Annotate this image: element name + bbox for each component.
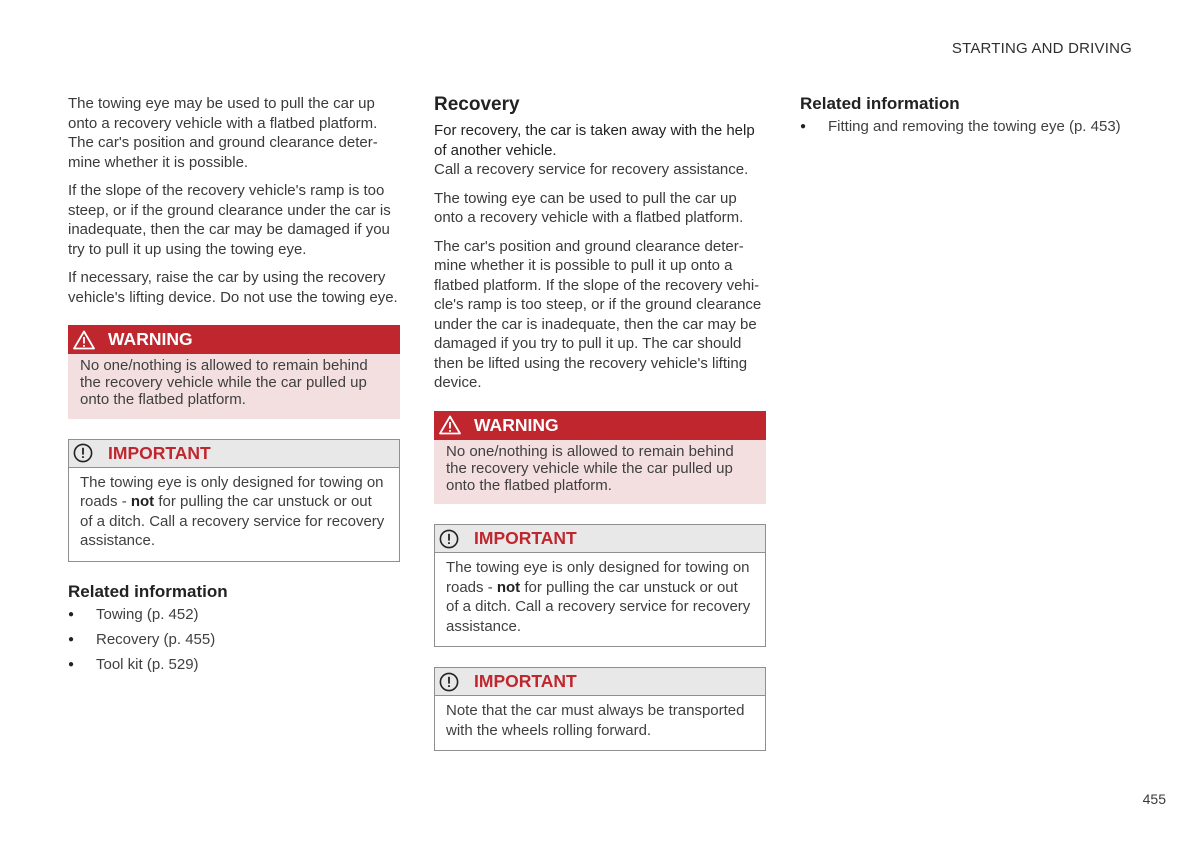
important-box: [434, 524, 766, 647]
paragraph: Call a recovery service for recovery assistance.: [434, 161, 749, 178]
related-links-list: [800, 117, 1140, 137]
important-header: [69, 440, 399, 468]
warning-header: [68, 325, 400, 354]
important-text-emphasis: not: [130, 493, 155, 511]
important-title: IMPORTANT: [474, 671, 577, 692]
warning-triangle-icon: [73, 330, 95, 350]
important-box: [68, 439, 400, 562]
warning-header: [434, 411, 766, 440]
related-information-title: Related information: [68, 581, 228, 601]
important-box-transport: [434, 667, 766, 751]
paragraph: If necessary, raise the car by using the recovery vehicle's lifting device. Do not use the towing eye.: [68, 269, 398, 306]
related-link-towing[interactable]: ● Towing (p. 452): [68, 605, 400, 625]
important-header: [435, 668, 765, 696]
warning-text: No one/nothing is allowed to remain behind the recovery vehicle while the car pulled up onto the flatbed platform.: [68, 354, 400, 419]
important-text-emphasis: not: [496, 578, 521, 596]
important-text-part: for pulling the car unstuck or out of a ditch. Call a recovery service for recovery assistance.: [446, 578, 751, 635]
important-header: [435, 525, 765, 553]
paragraph: The towing eye can be used to pull the car up onto a recovery vehicle with a flatbed platform.: [434, 189, 744, 226]
important-title: IMPORTANT: [474, 528, 577, 549]
section-title: Recovery: [434, 94, 520, 115]
important-text: [435, 553, 765, 646]
important-text: Note that the car must always be transported with the wheels rolling forward.: [446, 702, 745, 739]
related-information-title: Related information: [800, 94, 960, 113]
warning-triangle-icon: [439, 415, 461, 435]
exclamation-circle-icon: [439, 529, 459, 549]
column-1: [68, 94, 400, 680]
warning-text: No one/nothing is allowed to remain behind the recovery vehicle while the car pulled up onto the flatbed platform.: [434, 440, 766, 505]
warning-box: [434, 411, 766, 505]
related-links-list: [68, 605, 400, 675]
important-text: [69, 468, 399, 561]
important-text-part: The towing eye is only designed for towing on roads -: [446, 559, 750, 596]
important-title: IMPORTANT: [108, 442, 211, 463]
related-link-fitting-towing-eye[interactable]: ● Fitting and removing the towing eye (p. 453): [800, 117, 1140, 137]
column-3: [800, 94, 1140, 142]
paragraph: The car's position and ground clearance deter-mine whether it is possible to pull it up onto a flatbed platform. If the slope of the recovery vehi-cle's ramp is too steep, or if the ground clearance under the car is inadequate, then the car may be damaged if you try to pull it up. The car should then be lifted using the recovery vehicle's lifting device.: [434, 237, 762, 391]
column-2: [434, 94, 766, 771]
important-text-part: for pulling the car unstuck or out of a ditch. Call a recovery service for recovery assistance.: [80, 493, 385, 550]
related-link-tool-kit[interactable]: ● Tool kit (p. 529): [68, 655, 400, 675]
warning-title: WARNING: [474, 414, 559, 435]
related-link-recovery[interactable]: ● Recovery (p. 455): [68, 630, 400, 650]
lead-paragraph: For recovery, the car is taken away with the help of another vehicle.: [434, 122, 755, 159]
warning-box: [68, 325, 400, 419]
important-text-part: The towing eye is only designed for towing on roads -: [80, 473, 384, 511]
running-head: STARTING AND DRIVING: [951, 40, 1132, 57]
exclamation-circle-icon: [73, 443, 93, 463]
paragraph: If the slope of the recovery vehicle's ramp is too steep, or if the ground clearance under the car is inadequate, then the car may be damaged if you try to pull it up using the towing eye.: [68, 182, 391, 258]
exclamation-circle-icon: [439, 672, 459, 692]
paragraph: The towing eye may be used to pull the car up onto a recovery vehicle with a flatbed platform. The car's position and ground clearance deter-mine whether it is possible.: [68, 95, 378, 171]
warning-title: WARNING: [108, 329, 193, 349]
page-number: 455: [1142, 791, 1166, 807]
